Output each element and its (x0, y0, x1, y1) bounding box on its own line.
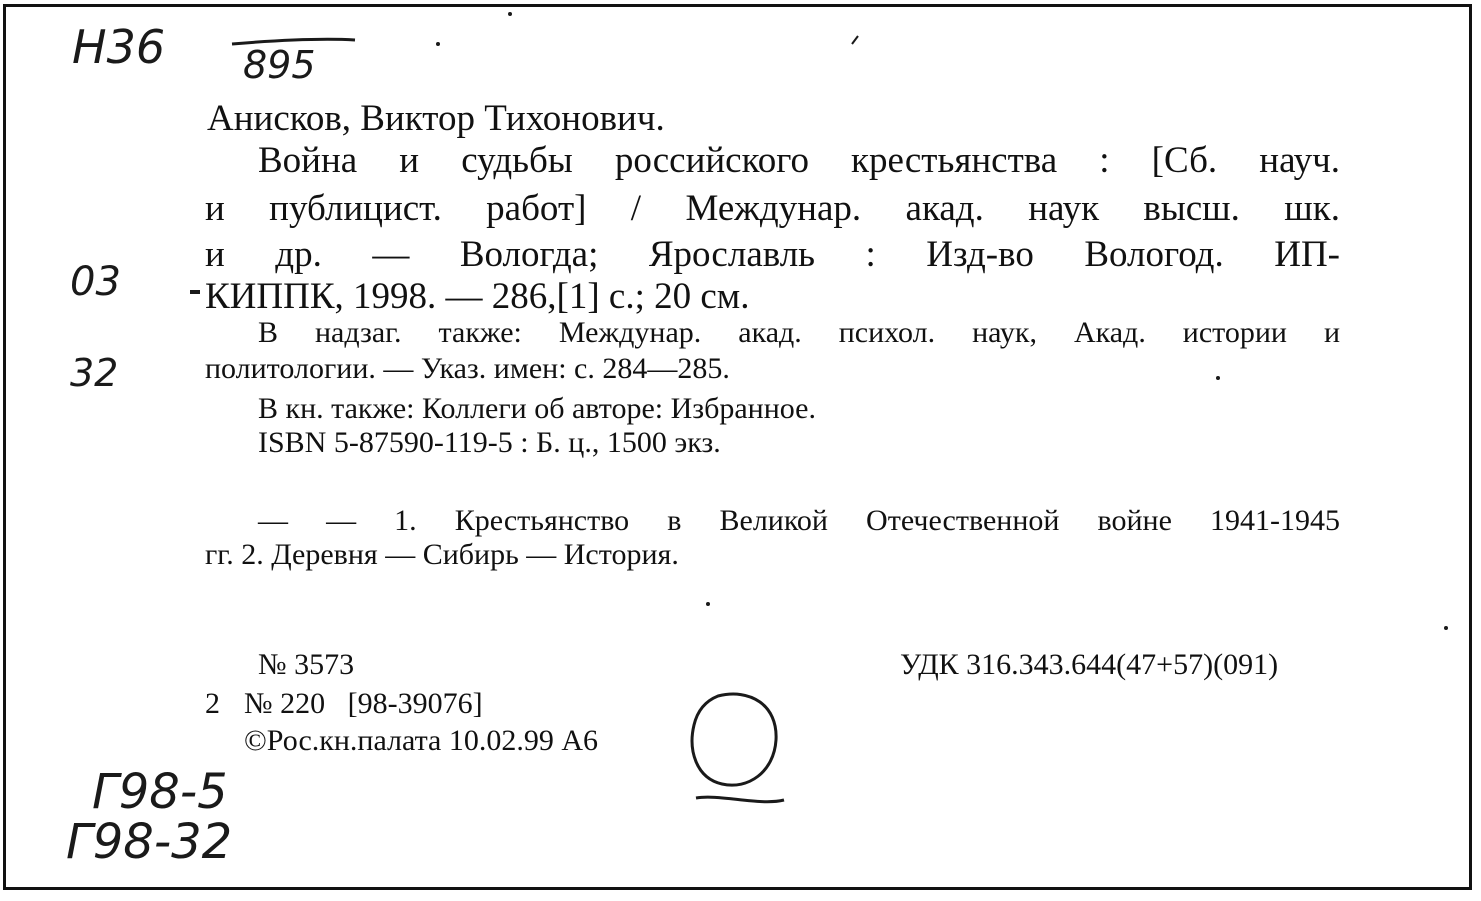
handwritten-margin-2: 32 (70, 351, 119, 395)
subject-line-2: гг. 2. Деревня — Сибирь — История. (205, 538, 679, 571)
isbn-line: ISBN 5-87590-119-5 : Б. ц., 1500 экз. (258, 426, 721, 459)
udk-code: УДК 316.343.644(47+57)(091) (900, 648, 1279, 681)
stamp-underline (696, 797, 784, 802)
copy-count: 2 (205, 687, 220, 720)
title-line-2: и публицист. работ] / Междунар. акад. наук высш. шк. (205, 188, 1340, 229)
speck (1216, 376, 1220, 380)
handwritten-bottom-line-1: Г98-5 (92, 764, 228, 820)
title-line-4: КИППК, 1998. — 286,[1] с.; 20 см. (205, 276, 750, 317)
card-number: № 220 [98-39076] (244, 687, 483, 720)
number-overline (232, 39, 355, 44)
author-heading: Анисков, Виктор Тихонович. (207, 98, 665, 139)
speck (436, 42, 440, 46)
title-line-1: Война и судьбы российского крестьянства : [Сб. науч. (258, 140, 1340, 181)
registration-number: № 3573 (258, 648, 355, 681)
speck (852, 36, 858, 44)
handwritten-number: 895 (243, 43, 316, 87)
speck (1444, 626, 1448, 630)
subject-line-1: — — 1. Крестьянство в Великой Отечественной войне 1941-1945 (258, 504, 1340, 537)
handwritten-margin-1: 03 (70, 259, 121, 305)
note-line-1: В надзаг. также: Междунар. акад. психол. наук, Акад. истории и (258, 316, 1340, 349)
handwritten-code: Н36 (72, 20, 166, 74)
copyright-line: ©Рос.кн.палата 10.02.99 А6 (244, 724, 599, 757)
note-line-2: политологии. — Указ. имен: с. 284—285. (205, 352, 730, 385)
note-line-3: В кн. также: Коллеги об авторе: Избранное. (258, 392, 816, 425)
speck (706, 602, 710, 606)
handwritten-bottom-line-2: Г98-32 (66, 814, 233, 870)
hand-drawn-circle-stamp (692, 694, 776, 785)
title-line-3: и др. — Вологда; Ярославль : Изд-во Вологод. ИП- (205, 234, 1340, 275)
speck (508, 12, 512, 16)
